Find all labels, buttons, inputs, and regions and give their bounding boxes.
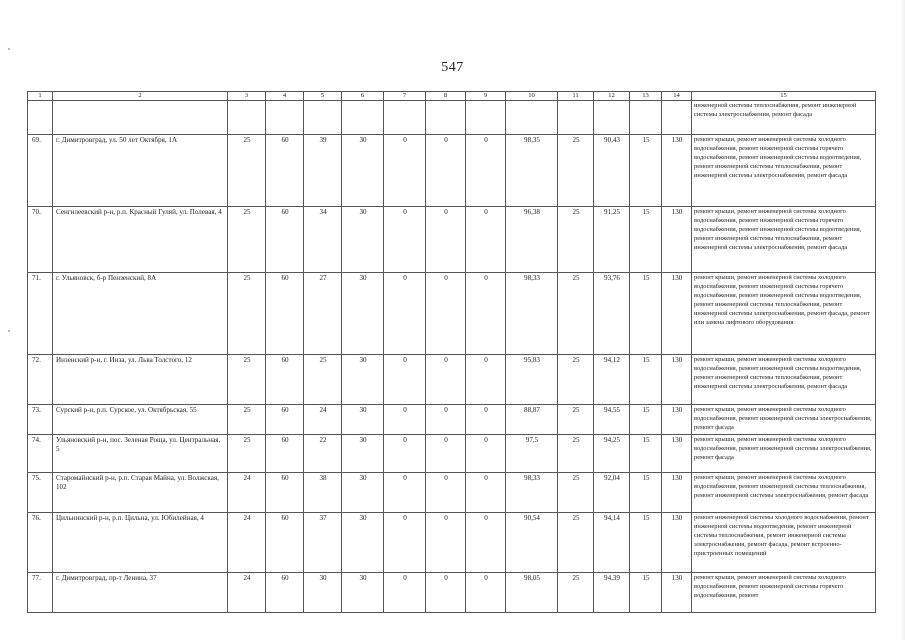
row-number-cell: 70. bbox=[28, 207, 53, 273]
value-cell: 60 bbox=[266, 355, 304, 405]
value-cell: 91,25 bbox=[594, 207, 630, 273]
page-number: 547 bbox=[441, 60, 464, 75]
value-cell: 97,5 bbox=[506, 435, 558, 473]
value-cell: 25 bbox=[304, 355, 342, 405]
value-cell: 30 bbox=[342, 435, 384, 473]
margin-mark bbox=[8, 48, 10, 50]
value-cell: 15 bbox=[630, 405, 662, 435]
value-cell: 98,35 bbox=[506, 135, 558, 207]
value-cell: 0 bbox=[426, 513, 466, 573]
value-cell: 92,04 bbox=[594, 473, 630, 513]
value-cell: 98,33 bbox=[506, 473, 558, 513]
scan-edge bbox=[900, 0, 905, 640]
value-cell: 15 bbox=[630, 355, 662, 405]
register-table bbox=[27, 91, 876, 613]
value-cell: 0 bbox=[384, 573, 426, 613]
table-row bbox=[28, 207, 876, 273]
empty-cell bbox=[466, 101, 506, 135]
table-row bbox=[28, 273, 876, 355]
value-cell: 25 bbox=[228, 405, 266, 435]
empty-cell bbox=[630, 101, 662, 135]
value-cell: 15 bbox=[630, 513, 662, 573]
column-number-cell: 5 bbox=[304, 92, 342, 101]
value-cell: 130 bbox=[662, 273, 692, 355]
value-cell: 25 bbox=[558, 435, 594, 473]
value-cell: 0 bbox=[384, 435, 426, 473]
value-cell: 60 bbox=[266, 573, 304, 613]
column-number-cell: 13 bbox=[630, 92, 662, 101]
empty-cell bbox=[28, 101, 53, 135]
works-cell: ремонт крыши, ремонт инженерной системы холодного водоснабжения, ремонт инженерной системы водоотведения, ремонт инженерной системы теплоснабжения, ремонт инженерной системы электроснабжения, ремонт фасада bbox=[692, 355, 876, 405]
value-cell: 130 bbox=[662, 405, 692, 435]
value-cell: 25 bbox=[558, 573, 594, 613]
value-cell: 130 bbox=[662, 355, 692, 405]
value-cell: 130 bbox=[662, 473, 692, 513]
value-cell: 30 bbox=[342, 207, 384, 273]
value-cell: 90,54 bbox=[506, 513, 558, 573]
value-cell: 94,25 bbox=[594, 435, 630, 473]
value-cell: 94,14 bbox=[594, 513, 630, 573]
value-cell: 0 bbox=[426, 135, 466, 207]
value-cell: 30 bbox=[342, 513, 384, 573]
value-cell: 60 bbox=[266, 473, 304, 513]
column-number-cell: 9 bbox=[466, 92, 506, 101]
value-cell: 93,76 bbox=[594, 273, 630, 355]
value-cell: 15 bbox=[630, 473, 662, 513]
address-cell: Инзенский р-н, г. Инза, ул. Льва Толстого, 12 bbox=[53, 355, 228, 405]
row-number-cell: 74. bbox=[28, 435, 53, 473]
value-cell: 130 bbox=[662, 513, 692, 573]
table-row bbox=[28, 405, 876, 435]
address-cell: Ульяновский р-н, пос. Зеленая Роща, ул. Центральная, 5 bbox=[53, 435, 228, 473]
works-cell: ремонт крыши, ремонт инженерной системы холодного водоснабжения, ремонт инженерной системы горячего водоснабжения, ремонт инженерной системы водоотведения, ремонт инженерной системы теплоснабжения, ремонт инженерной системы электроснабжения, ремонт фасада bbox=[692, 207, 876, 273]
value-cell: 60 bbox=[266, 273, 304, 355]
address-cell: Сенгилеевский р-н, р.п. Красный Гуляй, ул. Полевая, 4 bbox=[53, 207, 228, 273]
value-cell: 25 bbox=[558, 273, 594, 355]
value-cell: 15 bbox=[630, 135, 662, 207]
value-cell: 15 bbox=[630, 573, 662, 613]
value-cell: 25 bbox=[228, 273, 266, 355]
value-cell: 30 bbox=[342, 573, 384, 613]
value-cell: 130 bbox=[662, 207, 692, 273]
column-number-cell: 4 bbox=[266, 92, 304, 101]
works-cell: инженерной системы теплоснабжения, ремонт инженерной системы электроснабжения, ремонт фасада bbox=[692, 101, 876, 135]
value-cell: 0 bbox=[426, 473, 466, 513]
value-cell: 30 bbox=[304, 573, 342, 613]
value-cell: 0 bbox=[384, 207, 426, 273]
value-cell: 25 bbox=[228, 435, 266, 473]
value-cell: 94,39 bbox=[594, 573, 630, 613]
value-cell: 0 bbox=[384, 355, 426, 405]
value-cell: 0 bbox=[384, 513, 426, 573]
value-cell: 30 bbox=[342, 273, 384, 355]
value-cell: 60 bbox=[266, 513, 304, 573]
value-cell: 98,33 bbox=[506, 273, 558, 355]
value-cell: 0 bbox=[466, 355, 506, 405]
value-cell: 15 bbox=[630, 207, 662, 273]
empty-cell bbox=[506, 101, 558, 135]
value-cell: 95,83 bbox=[506, 355, 558, 405]
works-cell: ремонт крыши, ремонт инженерной системы холодного водоснабжения, ремонт инженерной системы теплоснабжения, ремонт инженерной системы электроснабжения, ремонт фасада bbox=[692, 473, 876, 513]
empty-cell bbox=[594, 101, 630, 135]
value-cell: 34 bbox=[304, 207, 342, 273]
value-cell: 90,43 bbox=[594, 135, 630, 207]
value-cell: 0 bbox=[466, 273, 506, 355]
works-cell: ремонт инженерной системы холодного водоснабжения, ремонт инженерной системы водоотведения, ремонт инженерной системы теплоснабжения, ремонт инженерной системы электроснабжения, ремонт фасада, ремонт встроенно-пристроенных помещений bbox=[692, 513, 876, 573]
value-cell: 0 bbox=[426, 273, 466, 355]
table-row bbox=[28, 573, 876, 613]
value-cell: 30 bbox=[342, 473, 384, 513]
value-cell: 60 bbox=[266, 135, 304, 207]
column-number-cell: 15 bbox=[692, 92, 876, 101]
empty-cell bbox=[304, 101, 342, 135]
value-cell: 22 bbox=[304, 435, 342, 473]
value-cell: 0 bbox=[466, 573, 506, 613]
column-number-cell: 10 bbox=[506, 92, 558, 101]
value-cell: 30 bbox=[342, 135, 384, 207]
value-cell: 25 bbox=[228, 207, 266, 273]
value-cell: 25 bbox=[558, 355, 594, 405]
column-number-cell: 8 bbox=[426, 92, 466, 101]
value-cell: 0 bbox=[466, 135, 506, 207]
row-number-cell: 77. bbox=[28, 573, 53, 613]
address-cell: Старомайнский р-н, р.п. Старая Майна, ул. Волжская, 102 bbox=[53, 473, 228, 513]
table-row bbox=[28, 473, 876, 513]
value-cell: 94,55 bbox=[594, 405, 630, 435]
column-number-cell: 2 bbox=[53, 92, 228, 101]
empty-cell bbox=[384, 101, 426, 135]
row-number-cell: 69. bbox=[28, 135, 53, 207]
works-cell: ремонт крыши, ремонт инженерной системы холодного водоснабжения, ремонт инженерной системы электроснабжения, ремонт фасада bbox=[692, 435, 876, 473]
value-cell: 24 bbox=[304, 405, 342, 435]
table-row bbox=[28, 513, 876, 573]
works-cell: ремонт крыши, ремонт инженерной системы холодного водоснабжения, ремонт инженерной системы горячего водоснабжения, ремонт bbox=[692, 573, 876, 613]
value-cell: 96,38 bbox=[506, 207, 558, 273]
margin-mark bbox=[8, 330, 10, 332]
works-cell: ремонт крыши, ремонт инженерной системы холодного водоснабжения, ремонт инженерной системы электроснабжения, ремонт фасада bbox=[692, 405, 876, 435]
continuation-row bbox=[28, 101, 876, 135]
table-row bbox=[28, 355, 876, 405]
column-number-cell: 1 bbox=[28, 92, 53, 101]
value-cell: 25 bbox=[228, 135, 266, 207]
value-cell: 0 bbox=[466, 473, 506, 513]
value-cell: 60 bbox=[266, 405, 304, 435]
row-number-cell: 73. bbox=[28, 405, 53, 435]
empty-cell bbox=[266, 101, 304, 135]
value-cell: 0 bbox=[426, 405, 466, 435]
value-cell: 0 bbox=[426, 435, 466, 473]
row-number-cell: 75. bbox=[28, 473, 53, 513]
value-cell: 88,87 bbox=[506, 405, 558, 435]
value-cell: 25 bbox=[228, 355, 266, 405]
value-cell: 0 bbox=[466, 435, 506, 473]
value-cell: 0 bbox=[426, 355, 466, 405]
value-cell: 24 bbox=[228, 513, 266, 573]
value-cell: 0 bbox=[426, 573, 466, 613]
value-cell: 130 bbox=[662, 435, 692, 473]
address-cell: г. Ульяновск, б-р Пензенский, 8А bbox=[53, 273, 228, 355]
value-cell: 30 bbox=[342, 355, 384, 405]
table-row bbox=[28, 435, 876, 473]
value-cell: 130 bbox=[662, 135, 692, 207]
value-cell: 25 bbox=[558, 473, 594, 513]
column-number-cell: 14 bbox=[662, 92, 692, 101]
row-number-cell: 71. bbox=[28, 273, 53, 355]
value-cell: 25 bbox=[558, 405, 594, 435]
column-number-cell: 11 bbox=[558, 92, 594, 101]
value-cell: 15 bbox=[630, 273, 662, 355]
value-cell: 24 bbox=[228, 473, 266, 513]
value-cell: 0 bbox=[384, 135, 426, 207]
value-cell: 37 bbox=[304, 513, 342, 573]
value-cell: 38 bbox=[304, 473, 342, 513]
empty-cell bbox=[228, 101, 266, 135]
value-cell: 0 bbox=[426, 207, 466, 273]
value-cell: 25 bbox=[558, 513, 594, 573]
value-cell: 0 bbox=[384, 405, 426, 435]
value-cell: 98,05 bbox=[506, 573, 558, 613]
value-cell: 130 bbox=[662, 573, 692, 613]
value-cell: 25 bbox=[558, 135, 594, 207]
empty-cell bbox=[342, 101, 384, 135]
value-cell: 0 bbox=[384, 273, 426, 355]
table-row bbox=[28, 135, 876, 207]
value-cell: 60 bbox=[266, 435, 304, 473]
value-cell: 30 bbox=[342, 405, 384, 435]
works-cell: ремонт крыши, ремонт инженерной системы холодного водоснабжения, ремонт инженерной системы горячего водоснабжения, ремонт инженерной системы водоотведения, ремонт инженерной системы теплоснабжения, ремонт инженерной системы электроснабжения, ремонт фасада, ремонт или замена лифтового оборудования bbox=[692, 273, 876, 355]
empty-cell bbox=[53, 101, 228, 135]
column-number-cell: 6 bbox=[342, 92, 384, 101]
value-cell: 25 bbox=[558, 207, 594, 273]
value-cell: 94,12 bbox=[594, 355, 630, 405]
empty-cell bbox=[426, 101, 466, 135]
row-number-cell: 76. bbox=[28, 513, 53, 573]
address-cell: Цильнинский р-н, р.п. Цильна, ул. Юбилейная, 4 bbox=[53, 513, 228, 573]
address-cell: Сурский р-н, р.п. Сурское, ул. Октябрьская, 55 bbox=[53, 405, 228, 435]
value-cell: 24 bbox=[228, 573, 266, 613]
works-cell: ремонт крыши, ремонт инженерной системы холодного водоснабжения, ремонт инженерной системы горячего водоснабжения, ремонт инженерной системы водоотведения, ремонт инженерной системы теплоснабжения, ремонт инженерной системы электроснабжения, ремонт фасада bbox=[692, 135, 876, 207]
value-cell: 27 bbox=[304, 273, 342, 355]
value-cell: 39 bbox=[304, 135, 342, 207]
value-cell: 15 bbox=[630, 435, 662, 473]
value-cell: 0 bbox=[466, 207, 506, 273]
column-number-cell: 3 bbox=[228, 92, 266, 101]
address-cell: г. Димитровград, пр-т Ленина, 37 bbox=[53, 573, 228, 613]
column-number-cell: 12 bbox=[594, 92, 630, 101]
value-cell: 0 bbox=[466, 405, 506, 435]
empty-cell bbox=[662, 101, 692, 135]
address-cell: г. Димитровград, ул. 50 лет Октября, 1А bbox=[53, 135, 228, 207]
value-cell: 60 bbox=[266, 207, 304, 273]
empty-cell bbox=[558, 101, 594, 135]
column-number-row bbox=[28, 92, 876, 101]
row-number-cell: 72. bbox=[28, 355, 53, 405]
column-number-cell: 7 bbox=[384, 92, 426, 101]
value-cell: 0 bbox=[466, 513, 506, 573]
value-cell: 0 bbox=[384, 473, 426, 513]
